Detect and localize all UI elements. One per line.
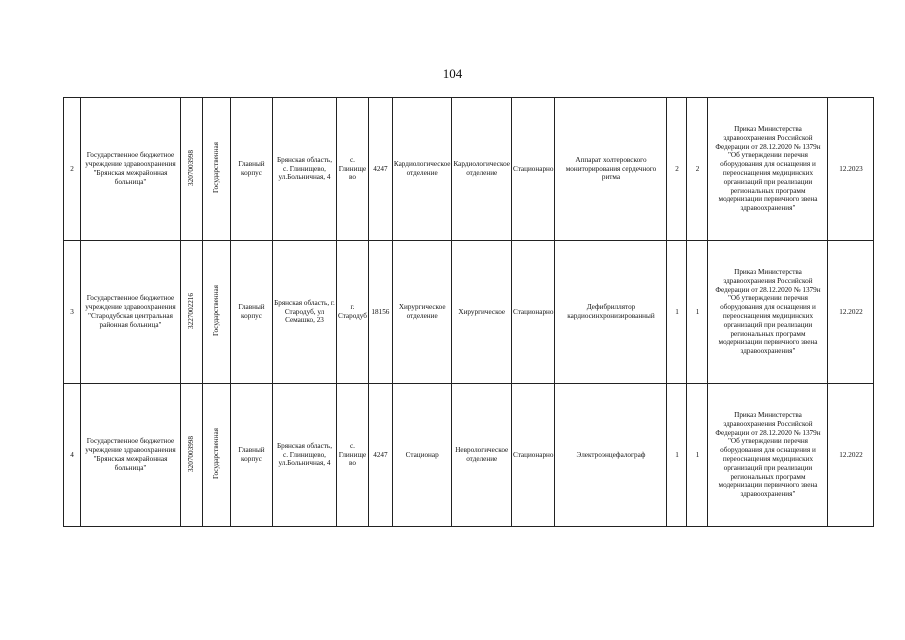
ownership-cell: [203, 98, 231, 241]
ownership-cell: [203, 241, 231, 384]
address-cell: Брянская область, с. Глинищево, ул.Больничная, 4: [273, 384, 337, 527]
equipment-cell: Электроэнцефалограф: [555, 384, 667, 527]
care-type-cell: Стационарно: [512, 98, 555, 241]
inn-value: 3207003998: [187, 149, 196, 186]
quantity-a-cell: 1: [667, 384, 687, 527]
address-cell: Брянская область, г. Стародуб, ул Семашко, 23: [273, 241, 337, 384]
profile-cell: Кардиологическое отделение: [452, 98, 512, 241]
basis-cell: Приказ Министерства здравоохранения Российской Федерации от 28.12.2020 № 1379н "Об утверждении перечня оборудования для оснащения и переоснащения медицинских организаций при реализации региональных программ модернизации первичного звена здравоохранения": [708, 241, 828, 384]
building-cell: Главный корпус: [231, 241, 273, 384]
care-type-cell: Стационарно: [512, 384, 555, 527]
care-type-cell: Стационарно: [512, 241, 555, 384]
date-cell: 12.2023: [828, 98, 874, 241]
institution-name: Государственное бюджетное учреждение здравоохранения "Брянская межрайонная больница": [81, 98, 181, 241]
institution-name: Государственное бюджетное учреждение здравоохранения "Брянская межрайонная больница": [81, 384, 181, 527]
building-cell: Главный корпус: [231, 98, 273, 241]
building-cell: Главный корпус: [231, 384, 273, 527]
equipment-table: [63, 97, 874, 527]
institution-name: Государственное бюджетное учреждение здравоохранения "Стародубская центральная районная больница": [81, 241, 181, 384]
equipment-cell: Дефибриллятор кардиосинхронизированный: [555, 241, 667, 384]
inn-value: 3227002216: [187, 292, 196, 329]
ownership-cell: [203, 384, 231, 527]
code-cell: 18156: [368, 241, 392, 384]
table-row: [64, 98, 874, 241]
department-cell: Кардиологическое отделение: [392, 98, 452, 241]
equipment-cell: Аппарат холтеровского мониторирования сердечного ритма: [555, 98, 667, 241]
quantity-b-cell: 2: [687, 98, 708, 241]
quantity-a-cell: 2: [667, 98, 687, 241]
profile-cell: Хирургическое: [452, 241, 512, 384]
ownership-value: Государственная: [212, 142, 221, 194]
quantity-a-cell: 1: [667, 241, 687, 384]
code-cell: 4247: [368, 384, 392, 527]
quantity-b-cell: 1: [687, 384, 708, 527]
row-number: 2: [64, 98, 81, 241]
row-number: 3: [64, 241, 81, 384]
table-row: [64, 384, 874, 527]
row-number: 4: [64, 384, 81, 527]
ownership-value: Государственная: [212, 428, 221, 480]
basis-cell: Приказ Министерства здравоохранения Российской Федерации от 28.12.2020 № 1379н "Об утверждении перечня оборудования для оснащения и переоснащения медицинских организаций при реализации региональных программ модернизации первичного звена здравоохранения": [708, 98, 828, 241]
profile-cell: Неврологическое отделение: [452, 384, 512, 527]
locality-cell: с. Глинище во: [337, 98, 369, 241]
date-cell: 12.2022: [828, 384, 874, 527]
basis-cell: Приказ Министерства здравоохранения Российской Федерации от 28.12.2020 № 1379н "Об утверждении перечня оборудования для оснащения и переоснащения медицинских организаций при реализации региональных программ модернизации первичного звена здравоохранения": [708, 384, 828, 527]
code-cell: 4247: [368, 98, 392, 241]
date-cell: 12.2022: [828, 241, 874, 384]
address-cell: Брянская область, с. Глинищево, ул.Больничная, 4: [273, 98, 337, 241]
department-cell: Хирургическое отделение: [392, 241, 452, 384]
locality-cell: г. Стародуб: [337, 241, 369, 384]
ownership-value: Государственная: [212, 285, 221, 337]
locality-cell: с. Глинище во: [337, 384, 369, 527]
table-row: [64, 241, 874, 384]
inn-cell: [181, 98, 203, 241]
department-cell: Стационар: [392, 384, 452, 527]
quantity-b-cell: 1: [687, 241, 708, 384]
inn-cell: [181, 384, 203, 527]
page-number: 104: [442, 66, 463, 81]
inn-value: 3207003998: [187, 435, 196, 472]
inn-cell: [181, 241, 203, 384]
